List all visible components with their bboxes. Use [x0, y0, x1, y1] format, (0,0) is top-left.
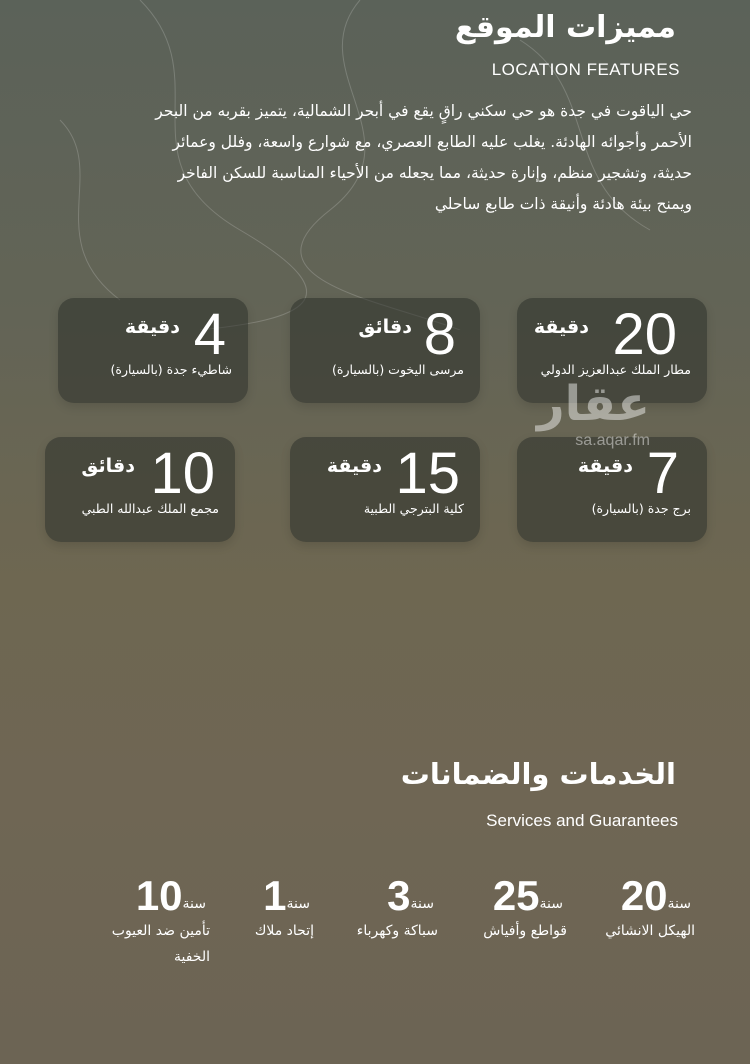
distance-unit: دقائق	[81, 455, 135, 477]
guarantee-label: سباكة وكهرباء	[356, 923, 438, 939]
guarantee-number: 1	[263, 872, 287, 919]
guarantee-item	[112, 874, 210, 970]
distance-card	[517, 437, 707, 542]
distance-label: مرسى اليخوت (بالسيارة)	[332, 362, 464, 377]
services-title-ar: الخدمات والضمانات	[400, 757, 676, 791]
location-title-ar: مميزات الموقع	[454, 10, 676, 45]
distance-label: كلية البترجي الطبية	[363, 501, 464, 516]
guarantee-item	[483, 874, 567, 944]
watermark-logo	[537, 378, 650, 450]
location-description: حي الياقوت في جدة هو حي سكني راقٍ يقع في أبحر الشمالية، يتميز بقربه من البحر الأحمر وأجوائه الهادئة. يغلب عليه الطابع العصري، مع شوارع واسعة، وفلل وعمائر حديثة، وتشجير منظم، وإنارة حديثة، مما يجعله من الأحياء المناسبة للسكن الفاخر ويمنح بيئة هادئة وأنيقة ذات طابع ساحلي	[155, 102, 692, 213]
guarantee-number: 3	[387, 872, 411, 919]
guarantee-item	[255, 874, 314, 944]
guarantee-label: إتحاد ملاك	[254, 923, 314, 939]
guarantee-label-line2: الخفية	[173, 949, 210, 965]
guarantee-unit: سنة	[410, 896, 434, 912]
distance-number: 4	[193, 302, 226, 367]
guarantee-unit: سنة	[182, 896, 206, 912]
guarantee-label: الهيكل الانشائي	[605, 923, 695, 939]
distance-number: 15	[395, 441, 460, 506]
guarantee-unit: سنة	[539, 896, 563, 912]
distance-unit: دقيقة	[577, 455, 633, 477]
guarantee-number: 25	[492, 872, 540, 919]
guarantee-unit: سنة	[667, 896, 691, 912]
distance-number: 8	[423, 302, 456, 367]
guarantee-unit: سنة	[286, 896, 310, 912]
watermark-ar: عقار	[537, 376, 650, 432]
services-title-en: Services and Guarantees	[486, 811, 678, 830]
location-title-en: LOCATION FEATURES	[491, 60, 680, 79]
distance-card	[290, 298, 480, 403]
distance-card	[290, 437, 480, 542]
guarantee-item	[357, 874, 438, 944]
distance-label: مجمع الملك عبدالله الطبي	[81, 501, 219, 516]
guarantee-item	[605, 874, 695, 944]
distance-card	[45, 437, 235, 542]
distance-unit: دقيقة	[533, 316, 589, 338]
distance-unit: دقيقة	[124, 316, 180, 338]
distance-card	[58, 298, 248, 403]
guarantee-number: 10	[135, 872, 183, 919]
distance-number: 20	[612, 302, 677, 367]
distance-label: شاطيء جدة (بالسيارة)	[110, 362, 232, 377]
distance-number: 7	[646, 441, 679, 506]
distance-label: مطار الملك عبدالعزيز الدولي	[540, 362, 691, 377]
distance-unit: دقيقة	[326, 455, 382, 477]
watermark-en: sa.aqar.fm	[575, 432, 650, 449]
distance-unit: دقائق	[358, 316, 412, 338]
guarantee-label: تأمين ضد العيوب	[111, 923, 210, 939]
distance-number: 10	[150, 441, 215, 506]
guarantee-number: 20	[620, 872, 668, 919]
distance-label: برج جدة (بالسيارة)	[591, 501, 691, 516]
guarantee-label: قواطع وأفياش	[483, 923, 567, 939]
